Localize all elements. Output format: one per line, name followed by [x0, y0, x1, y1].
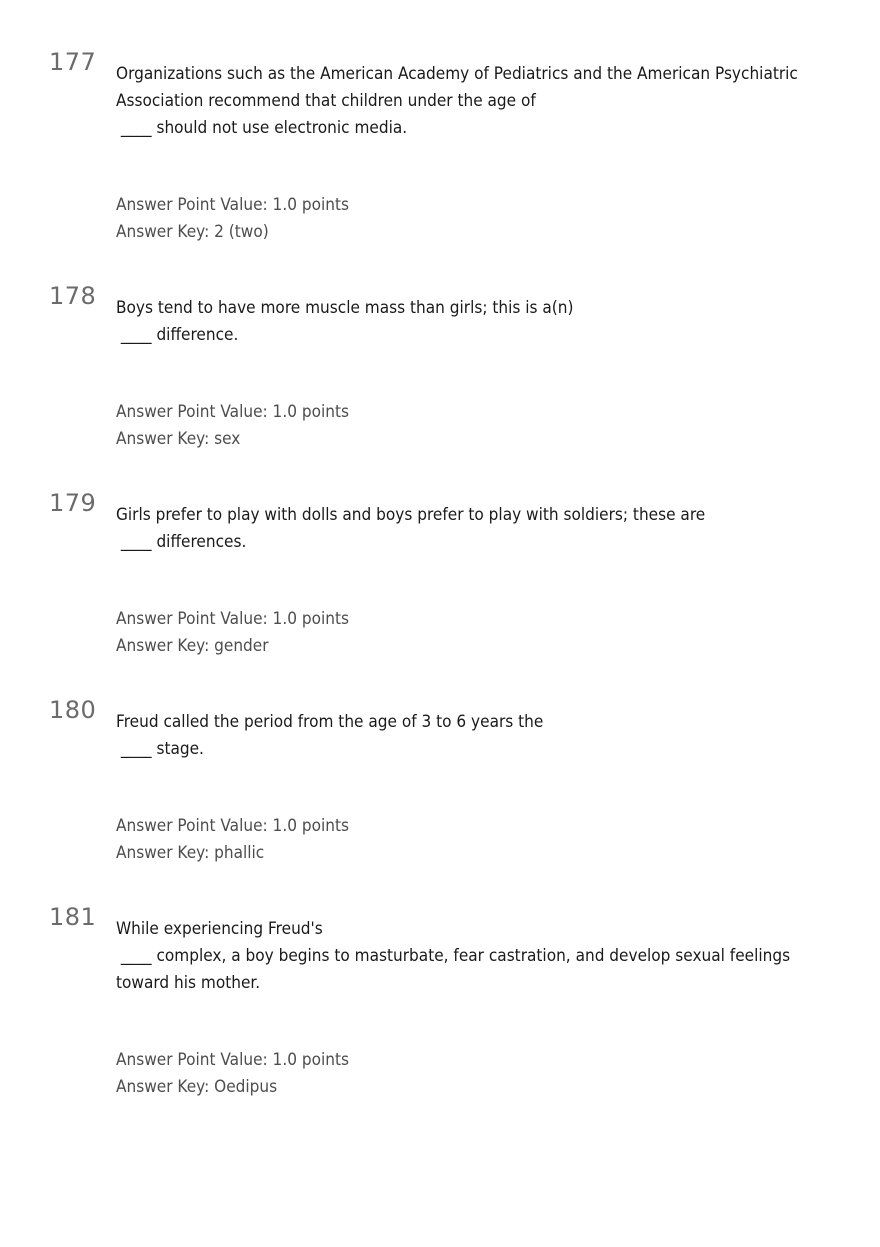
question-text-line: ____ complex, a boy begins to masturbate, fear castration, and develop sexual feelings — [116, 946, 791, 965]
question-text — [116, 60, 798, 141]
question-text-line: While experiencing Freud's — [116, 919, 323, 938]
question-number: 179 — [49, 489, 97, 517]
question-number: 180 — [49, 696, 97, 724]
answer-key: Answer Key: Oedipus — [116, 1077, 278, 1096]
question-text-line: Freud called the period from the age of 3 to 6 years the — [116, 712, 544, 731]
question-text — [116, 915, 791, 996]
answer-meta — [116, 191, 349, 245]
question-text-line: ____ difference. — [116, 325, 239, 344]
question-text — [116, 708, 781, 762]
answer-key: Answer Key: phallic — [116, 843, 265, 862]
question-text-line: Girls prefer to play with dolls and boys prefer to play with soldiers; these are — [116, 505, 706, 524]
answer-point-value: Answer Point Value: 1.0 points — [116, 402, 349, 421]
answer-meta — [116, 1046, 349, 1100]
question-text-line: Boys tend to have more muscle mass than girls; this is a(n) — [116, 298, 574, 317]
answer-key: Answer Key: gender — [116, 636, 269, 655]
answer-key: Answer Key: 2 (two) — [116, 222, 269, 241]
question-number: 181 — [49, 903, 97, 931]
answer-point-value: Answer Point Value: 1.0 points — [116, 609, 349, 628]
question-text — [116, 501, 781, 555]
question-text-line: Organizations such as the American Academy of Pediatrics and the American Psychiatric — [116, 64, 798, 83]
answer-meta — [116, 398, 349, 452]
answer-meta — [116, 812, 349, 866]
answer-meta — [116, 605, 349, 659]
question-text — [116, 294, 781, 348]
answer-point-value: Answer Point Value: 1.0 points — [116, 1050, 349, 1069]
question-text-line: ____ should not use electronic media. — [116, 118, 408, 137]
question-number: 178 — [49, 282, 97, 310]
answer-point-value: Answer Point Value: 1.0 points — [116, 816, 349, 835]
question-text-line: Association recommend that children under the age of — [116, 91, 536, 110]
answer-point-value: Answer Point Value: 1.0 points — [116, 195, 349, 214]
question-text-line: ____ differences. — [116, 532, 247, 551]
answer-key: Answer Key: sex — [116, 429, 241, 448]
question-text-line: ____ stage. — [116, 739, 204, 758]
question-text-line: toward his mother. — [116, 973, 261, 992]
question-number: 177 — [49, 48, 97, 76]
